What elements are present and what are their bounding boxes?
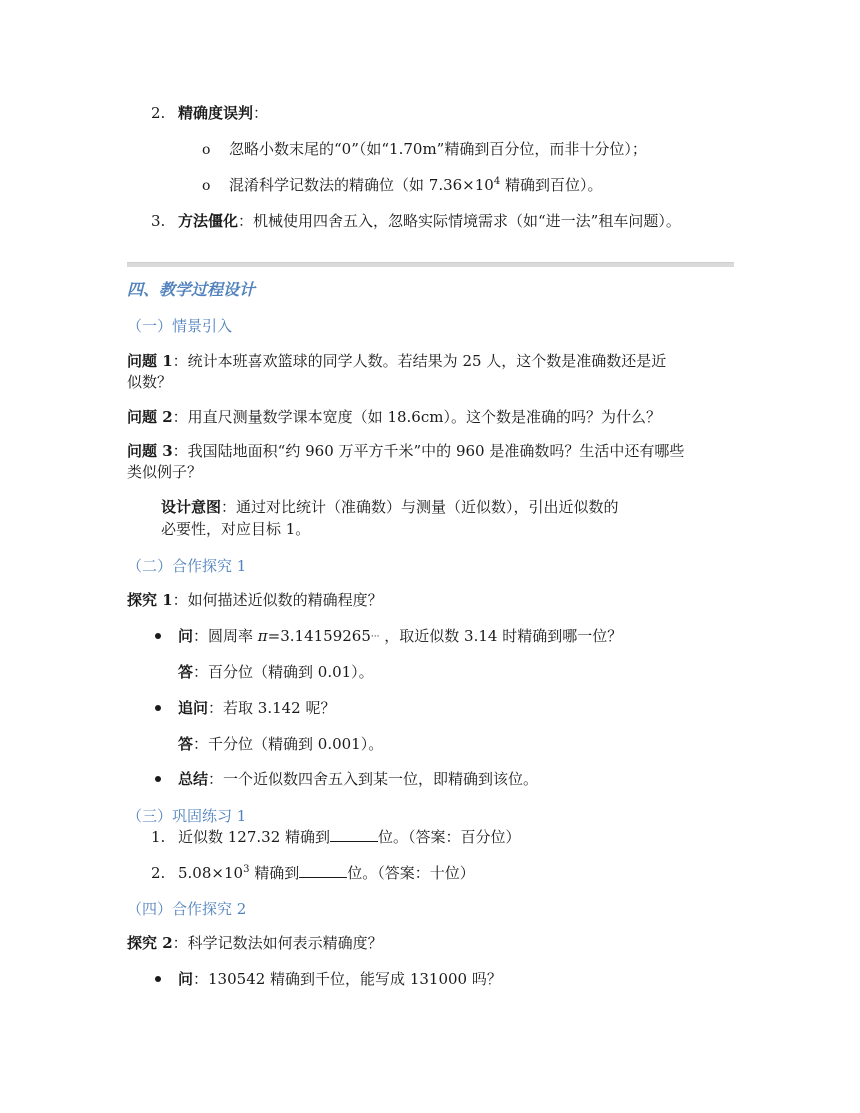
ellipsis: ··· xyxy=(370,632,380,642)
part-3-heading: （三）巩固练习 1 xyxy=(127,807,247,825)
exercise-1 xyxy=(178,827,521,847)
item-3-number: 3. xyxy=(151,212,166,230)
exponent: 3 xyxy=(243,864,250,875)
explore-1-label: 探究 1 xyxy=(127,591,173,609)
answer-blank xyxy=(299,863,347,878)
pi-value: =3.14159265 xyxy=(267,627,371,645)
exercise-2-text-end: 位。（答案：十位） xyxy=(347,864,475,882)
exercise-1-text: 近似数 127.32 精确到 xyxy=(178,828,331,846)
bullet-question-text-end: ，取近似数 3.14 时精确到哪一位？ xyxy=(379,627,623,645)
answer-2-label: 答 xyxy=(178,735,194,753)
question-1-text: ：统计本班喜欢篮球的同学人数。若结果为 25 人，这个数是准确数还是近 xyxy=(172,352,667,370)
item-2-number: 2. xyxy=(151,104,166,122)
question-3 xyxy=(127,441,684,461)
question-3-label: 问题 3 xyxy=(127,442,173,460)
bullet-icon xyxy=(155,705,161,711)
bullet-icon xyxy=(155,776,161,782)
answer-2-text: ：千分位（精确到 0.001）。 xyxy=(193,735,384,753)
explore-2 xyxy=(127,933,383,953)
answer-1-label: 答 xyxy=(178,663,194,681)
bullet-question-label: 问 xyxy=(178,627,194,645)
exercise-1-number: 1. xyxy=(151,828,166,846)
bullet-icon xyxy=(155,976,161,982)
item-3-text: ：机械使用四舍五入，忽略实际情境需求（如“进一法”租车问题）。 xyxy=(238,212,681,230)
summary xyxy=(178,769,538,789)
section-4-heading: 四、教学过程设计 xyxy=(127,280,256,299)
question-2-text: ：用直尺测量数学课本宽度（如 18.6cm）。这个数是准确的吗？为什么？ xyxy=(172,408,661,426)
follow-up-text: ：若取 3.142 呢？ xyxy=(208,699,336,717)
circle-bullet-icon: o xyxy=(202,178,211,194)
explore-2-question-label: 问 xyxy=(178,970,194,988)
circle-bullet-icon: o xyxy=(202,142,211,158)
part-1-heading: （一）情景引入 xyxy=(127,317,233,335)
exercise-2-number: 2. xyxy=(151,864,166,882)
pi-symbol: π xyxy=(257,627,268,645)
question-2-label: 问题 2 xyxy=(127,408,173,426)
question-1-label: 问题 1 xyxy=(127,352,173,370)
answer-2 xyxy=(178,734,383,754)
summary-text: ：一个近似数四舍五入到某一位，即精确到该位。 xyxy=(208,770,539,788)
part-2-heading: （二）合作探究 1 xyxy=(127,557,247,575)
item-2-colon: ： xyxy=(253,104,269,122)
question-1 xyxy=(127,351,666,371)
exponent: 4 xyxy=(493,176,501,187)
exercise-2 xyxy=(178,863,475,883)
question-2 xyxy=(127,407,661,427)
item-2-label: 精确度误判 xyxy=(178,104,254,122)
answer-1 xyxy=(178,662,374,682)
item-2-sub-2-text-end: 精确到百位）。 xyxy=(500,176,603,194)
design-intent xyxy=(161,497,619,517)
question-3-text: ：我国陆地面积“约 960 万平方千米”中的 960 是准确数吗？生活中还有哪些 xyxy=(172,442,685,460)
item-2-sub-2-text: 混淆科学记数法的精确位（如 7.36×10 xyxy=(229,176,494,194)
summary-label: 总结 xyxy=(178,770,209,788)
follow-up-label: 追问 xyxy=(178,699,209,717)
bullet-icon xyxy=(155,633,161,639)
item-2-sub-1: 忽略小数末尾的“0”（如“1.70m”精确到百分位，而非十分位）； xyxy=(229,140,647,158)
part-4-heading: （四）合作探究 2 xyxy=(127,900,247,918)
explore-2-text: ：科学记数法如何表示精确度？ xyxy=(172,934,383,952)
item-3-label: 方法僵化 xyxy=(178,212,239,230)
item-3 xyxy=(178,211,681,231)
exercise-2-text: 5.08×10 xyxy=(178,864,244,882)
item-2 xyxy=(178,103,268,123)
exercise-2-text-mid: 精确到 xyxy=(249,864,300,882)
section-divider xyxy=(127,262,734,267)
bullet-question xyxy=(178,626,622,647)
exercise-1-text-end: 位。（答案：百分位） xyxy=(378,828,521,846)
answer-blank xyxy=(330,827,378,842)
explore-1-text: ：如何描述近似数的精确程度？ xyxy=(172,591,383,609)
question-3-line-2: 类似例子？ xyxy=(127,463,203,481)
design-intent-text: ：通过对比统计（准确数）与测量（近似数），引出近似数的 xyxy=(221,498,619,516)
explore-2-question xyxy=(178,969,502,989)
question-1-line-2: 似数？ xyxy=(127,373,173,391)
explore-1 xyxy=(127,590,383,610)
explore-2-question-text: ：130542 精确到千位，能写成 131000 吗？ xyxy=(193,970,502,988)
explore-2-label: 探究 2 xyxy=(127,934,173,952)
design-intent-line-2: 必要性，对应目标 1。 xyxy=(161,520,311,538)
answer-1-text: ：百分位（精确到 0.01）。 xyxy=(193,663,374,681)
item-2-sub-2 xyxy=(229,175,602,195)
design-intent-label: 设计意图 xyxy=(161,498,222,516)
follow-up-question xyxy=(178,698,336,718)
bullet-question-text: ：圆周率 xyxy=(193,627,258,645)
